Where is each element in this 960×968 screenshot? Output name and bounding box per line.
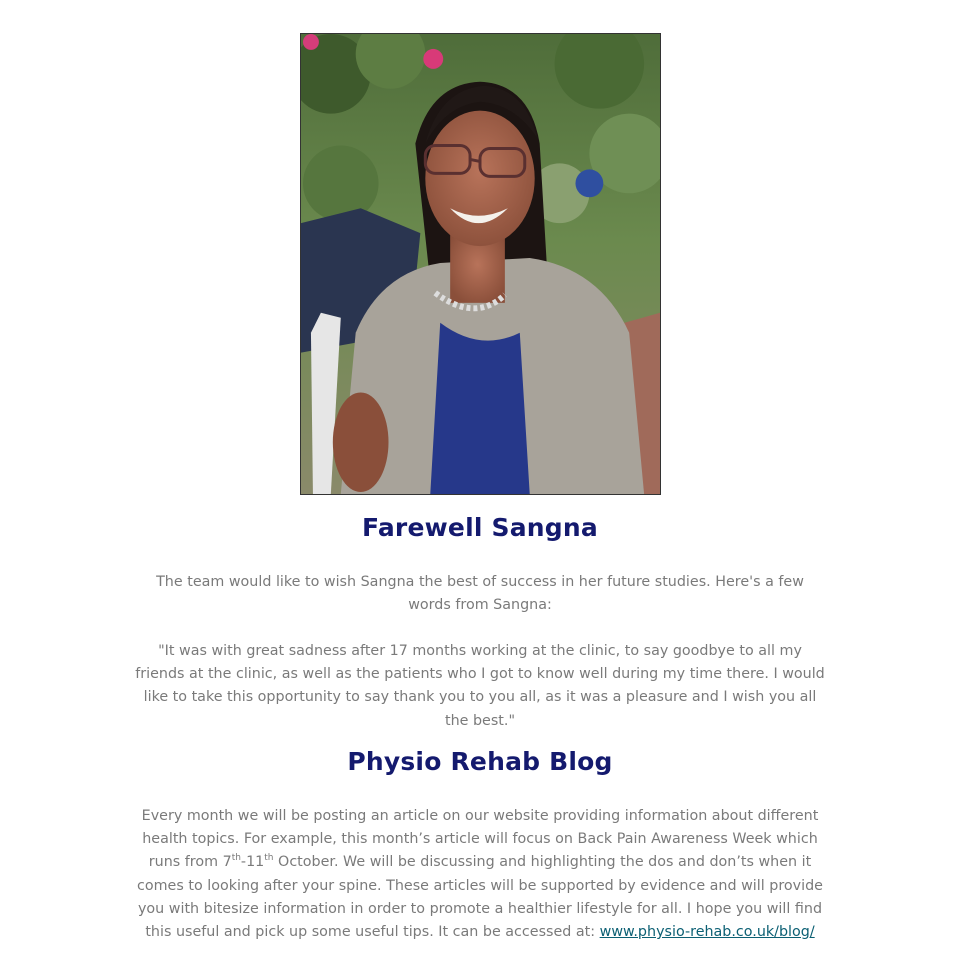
- date-superscript-end: th: [264, 853, 274, 864]
- blog-heading: Physio Rehab Blog: [347, 747, 613, 776]
- date-superscript-start: th: [231, 853, 241, 864]
- farewell-quote-text: "It was with great sadness after 17 months working at the clinic, to say goodbye to all my friends at the clinic, as well as the patients who I got to know well during my time there. I would like to take this opportunity to say thank you to you all, as it was a pleasure and I wish you all the best.": [135, 643, 825, 729]
- farewell-intro-text: The team would like to wish Sangna the best of success in her future studies. Here's a few words from Sangna:: [156, 574, 804, 614]
- blog-text-part-3: October. We will be discussing and highlighting the dos and don’ts when it comes to looking after your spine. These articles will be supported by evidence and will provide you with bitesize information in order to promote a healthier lifestyle for all. I hope you will find this useful and pick up some useful tips. It can be accessed at:: [137, 854, 823, 941]
- farewell-heading: Farewell Sangna: [362, 513, 598, 542]
- blog-description-text: [135, 805, 825, 944]
- blog-text-part-2: -11: [240, 854, 265, 871]
- portrait-photo: [300, 33, 661, 495]
- blog-link[interactable]: www.physio-rehab.co.uk/blog/: [599, 924, 815, 941]
- portrait-photo-image: [301, 34, 660, 494]
- blog-text-part-1: Every month we will be posting an article on our website providing information about different health topics. For example, this month’s article will focus on Back Pain Awareness Week which runs from 7: [141, 808, 819, 871]
